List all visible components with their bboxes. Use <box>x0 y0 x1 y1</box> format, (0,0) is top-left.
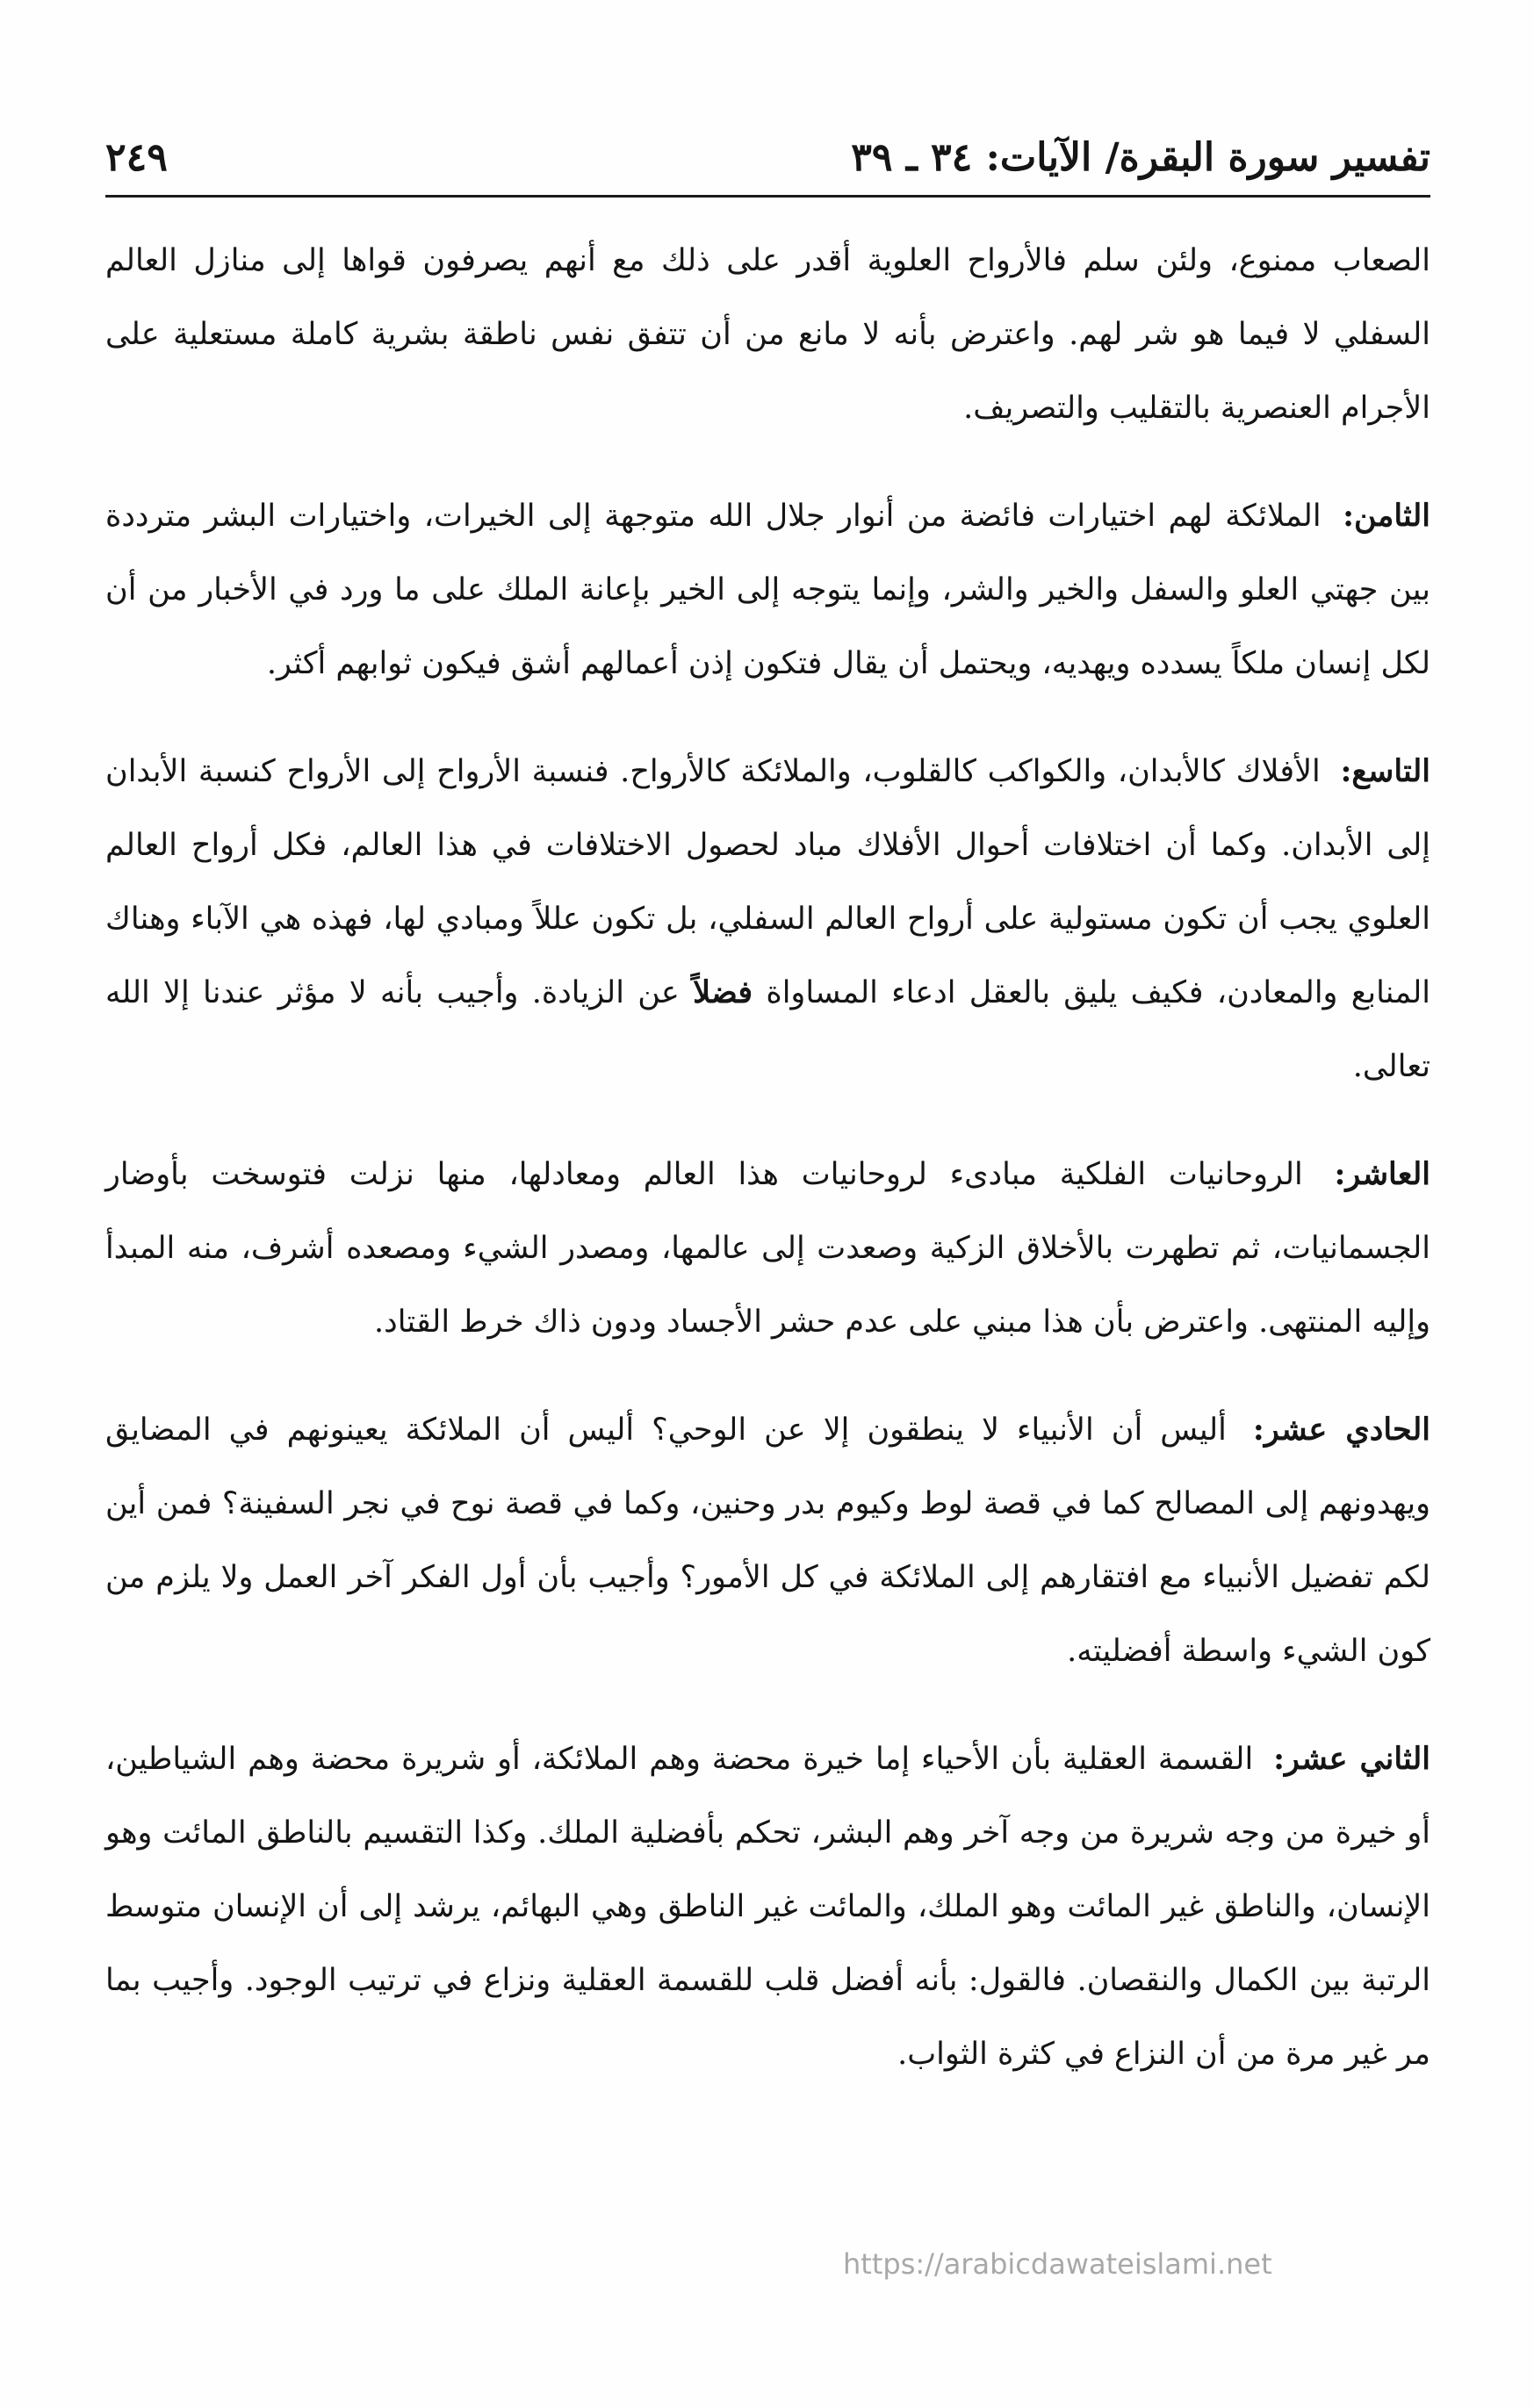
paragraph-text: الصعاب ممنوع، ولئن سلم فالأرواح العلوية أقدر على ذلك مع أنهم يصرفون قواها إلى منازل العالم السفلي لا فيما هو شر لهم. واعترض بأنه لا مانع من أن تتفق نفس ناطقة بشرية كاملة مستعلية على الأجرام العنصرية بالتقليب والتصريف. <box>105 243 1430 426</box>
paragraph-tenth <box>105 1138 1430 1359</box>
paragraph-heading: العاشر: <box>1334 1156 1430 1192</box>
header-divider <box>105 195 1430 198</box>
paragraph-heading: الثاني عشر: <box>1273 1741 1430 1777</box>
emphasized-word: فضلاً <box>693 974 753 1010</box>
page-header <box>105 132 1430 193</box>
paragraph-heading: التاسع: <box>1340 753 1430 789</box>
running-title: تفسير سورة البقرة/ الآيات: ٣٤ ـ ٣٩ <box>851 135 1430 180</box>
paragraph-continuation <box>105 224 1430 445</box>
paragraph-text: الملائكة لهم اختيارات فائضة من أنوار جلال الله متوجهة إلى الخيرات، واختيارات البشر مترددة بين جهتي العلو والسفل والخير والشر، وإنما يتوجه إلى الخير بإعانة الملك على ما ورد في الأخبار من أن لكل إنسان ملكاً يسدده ويهديه، ويحتمل أن يقال فتكون إذن أعمالهم أشق فيكون ثوابهم أكثر. <box>105 499 1430 681</box>
page-number: ٢٤٩ <box>105 135 168 180</box>
paragraph-text: القسمة العقلية بأن الأحياء إما خيرة محضة وهم الملائكة، أو شريرة محضة وهم الشياطين، أو خيرة من وجه شريرة من وجه آخر وهم البشر، تحكم بأفضلية الملك. وكذا التقسيم بالناطق المائت وهو الإنسان، والناطق غير المائت وهو الملك، والمائت غير الناطق وهي البهائم، يرشد إلى أن الإنسان متوسط الرتبة بين الكمال والنقصان. فالقول: بأنه أفضل قلب للقسمة العقلية ونزاع في ترتيب الوجود. وأجيب بما مر غير مرة من أن النزاع في كثرة الثواب. <box>105 1742 1430 2072</box>
paragraph-eighth <box>105 479 1430 701</box>
body-text <box>105 224 1430 2091</box>
paragraph-heading: الحادي عشر: <box>1252 1412 1430 1448</box>
paragraph-text: الروحانيات الفلكية مبادىء لروحانيات هذا العالم ومعادلها، منها نزلت فتوسخت بأوضار الجسمانيات، ثم تطهرت بالأخلاق الزكية وصعدت إلى عالمها، ومصدر الشيء ومصعده أشرف، منه المبدأ وإليه المنتهى. واعترض بأن هذا مبني على عدم حشر الأجساد ودون ذاك خرط القتاد. <box>105 1157 1430 1340</box>
paragraph-text: أليس أن الأنبياء لا ينطقون إلا عن الوحي؟ أليس أن الملائكة يعينونهم في المضايق ويهدونهم إلى المصالح كما في قصة لوط وكيوم بدر وحنين، وكما في قصة نوح في نجر السفينة؟ فمن أين لكم تفضيل الأنبياء مع افتقارهم إلى الملائكة في كل الأمور؟ وأجيب بأن أول الفكر آخر العمل ولا يلزم من كون الشيء واسطة أفضليته. <box>105 1412 1430 1669</box>
paragraph-text: الأفلاك كالأبدان، والكواكب كالقلوب، والملائكة كالأرواح. فنسبة الأرواح إلى الأرواح كنسبة الأبدان إلى الأبدان. وكما أن اختلافات أحوال الأفلاك مباد لحصول الاختلافات في هذا العالم، فكل أرواح العالم العلوي يجب أن تكون مستولية على أرواح العالم السفلي، بل تكون عللاً ومبادي لها، فهذه هي الآباء وهناك المنابع والمعادن، فكيف يليق بالعقل ادعاء المساواة <box>105 754 1430 1010</box>
paragraph-text-tail: عن الزيادة. وأجيب بأنه لا مؤثر عندنا إلا الله تعالى. <box>105 975 1430 1084</box>
paragraph-ninth <box>105 735 1430 1103</box>
paragraph-twelfth <box>105 1722 1430 2091</box>
paragraph-eleventh <box>105 1393 1430 1688</box>
website-watermark: https://arabicdawateislami.net <box>843 2247 1272 2281</box>
paragraph-heading: الثامن: <box>1343 498 1430 534</box>
